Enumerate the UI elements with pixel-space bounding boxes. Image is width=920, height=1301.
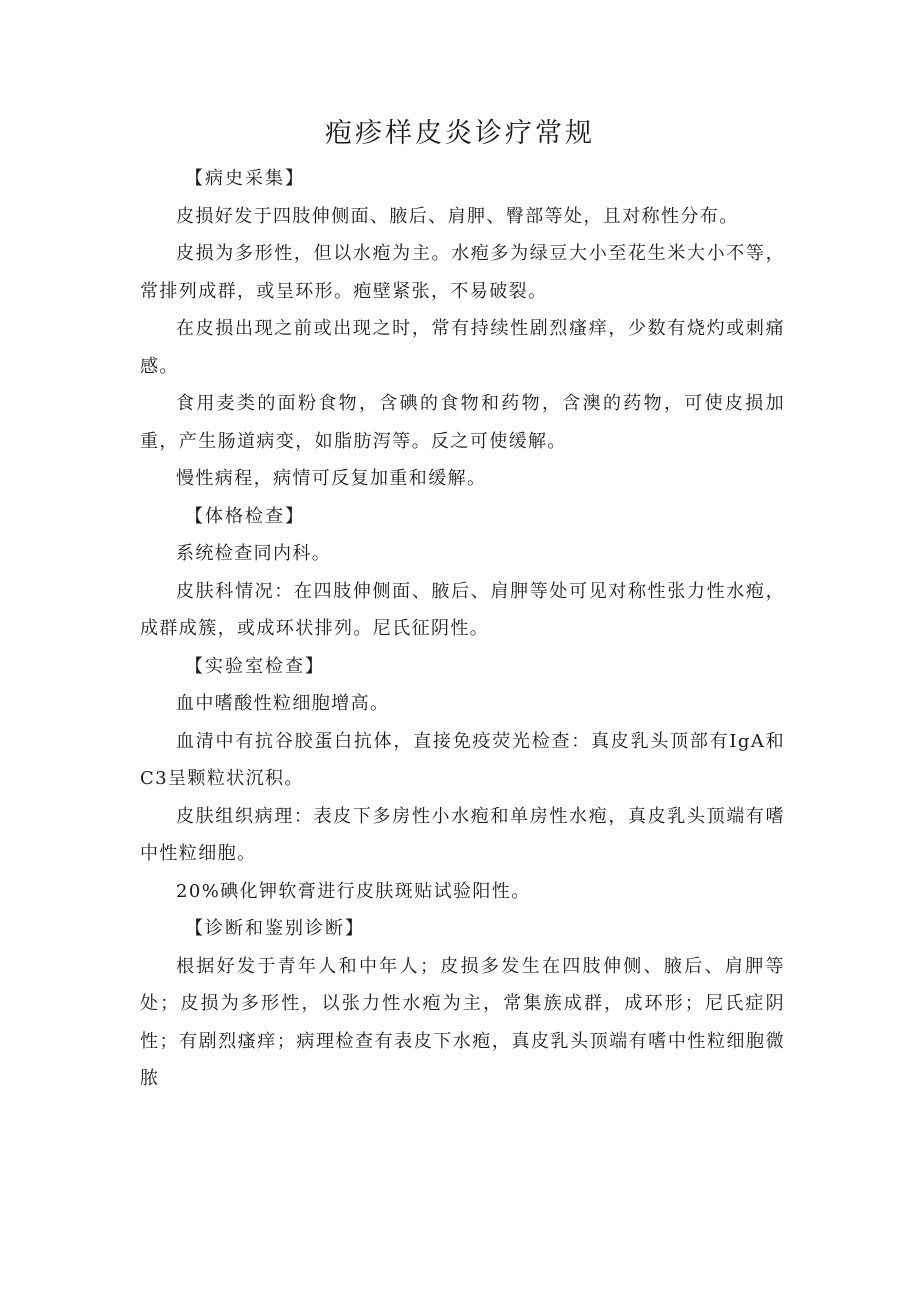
paragraph: 皮损为多形性，但以水疱为主。水疱多为绿豆大小至花生米大小不等，常排列成群，或呈环形。疱壁紧张，不易破裂。 [140,243,785,302]
paragraph: 根据好发于青年人和中年人；皮损多发生在四肢伸侧、腋后、肩胛等处；皮损为多形性，以张力性水疱为主，常集族成群，成环形；尼氏症阴性；有剧烈瘙痒；病理检查有表皮下水疱，真皮乳头顶端有嗜中性粒细胞微脓 [140,955,785,1089]
paragraph: 皮肤组织病理：表皮下多房性小水疱和单房性水疱，真皮乳头顶端有嗜中性粒细胞。 [140,805,785,864]
document-body [140,160,785,1098]
paragraph: 食用麦类的面粉食物，含碘的食物和药物，含澳的药物，可使皮损加重，产生肠道病变，如脂肪泻等。反之可使缓解。 [140,393,785,452]
paragraph: 皮损好发于四肢伸侧面、腋后、肩胛、臀部等处，且对称性分布。 [176,205,739,227]
paragraph: 系统检查同内科。 [176,543,332,564]
paragraph: 血中嗜酸性粒细胞增高。 [176,693,390,714]
paragraph: 20%碘化钾软膏进行皮肤斑贴试验阳性。 [176,880,531,902]
paragraph: 在皮损出现之前或出现之时，常有持续性剧烈瘙痒，少数有烧灼或刺痛感。 [140,318,785,377]
document-title: 疱疹样皮炎诊疗常规 [325,118,595,149]
section-heading-lab-tests: 【实验室检查】 [185,655,325,677]
paragraph: 皮肤科情况：在四肢伸侧面、腋后、肩胛等处可见对称性张力性水疱，成群成簇，或成环状排列。尼氏征阴性。 [140,580,785,639]
section-heading-physical-exam: 【体格检查】 [185,505,305,527]
paragraph: 慢性病程，病情可反复加重和缓解。 [176,468,487,489]
paragraph: 血清中有抗谷胶蛋白抗体，直接免疫荧光检查：真皮乳头顶部有IgA和C3呈颗粒状沉积。 [140,730,785,789]
section-heading-diagnosis: 【诊断和鉴别诊断】 [185,918,365,939]
section-heading-history: 【病史采集】 [185,168,305,189]
